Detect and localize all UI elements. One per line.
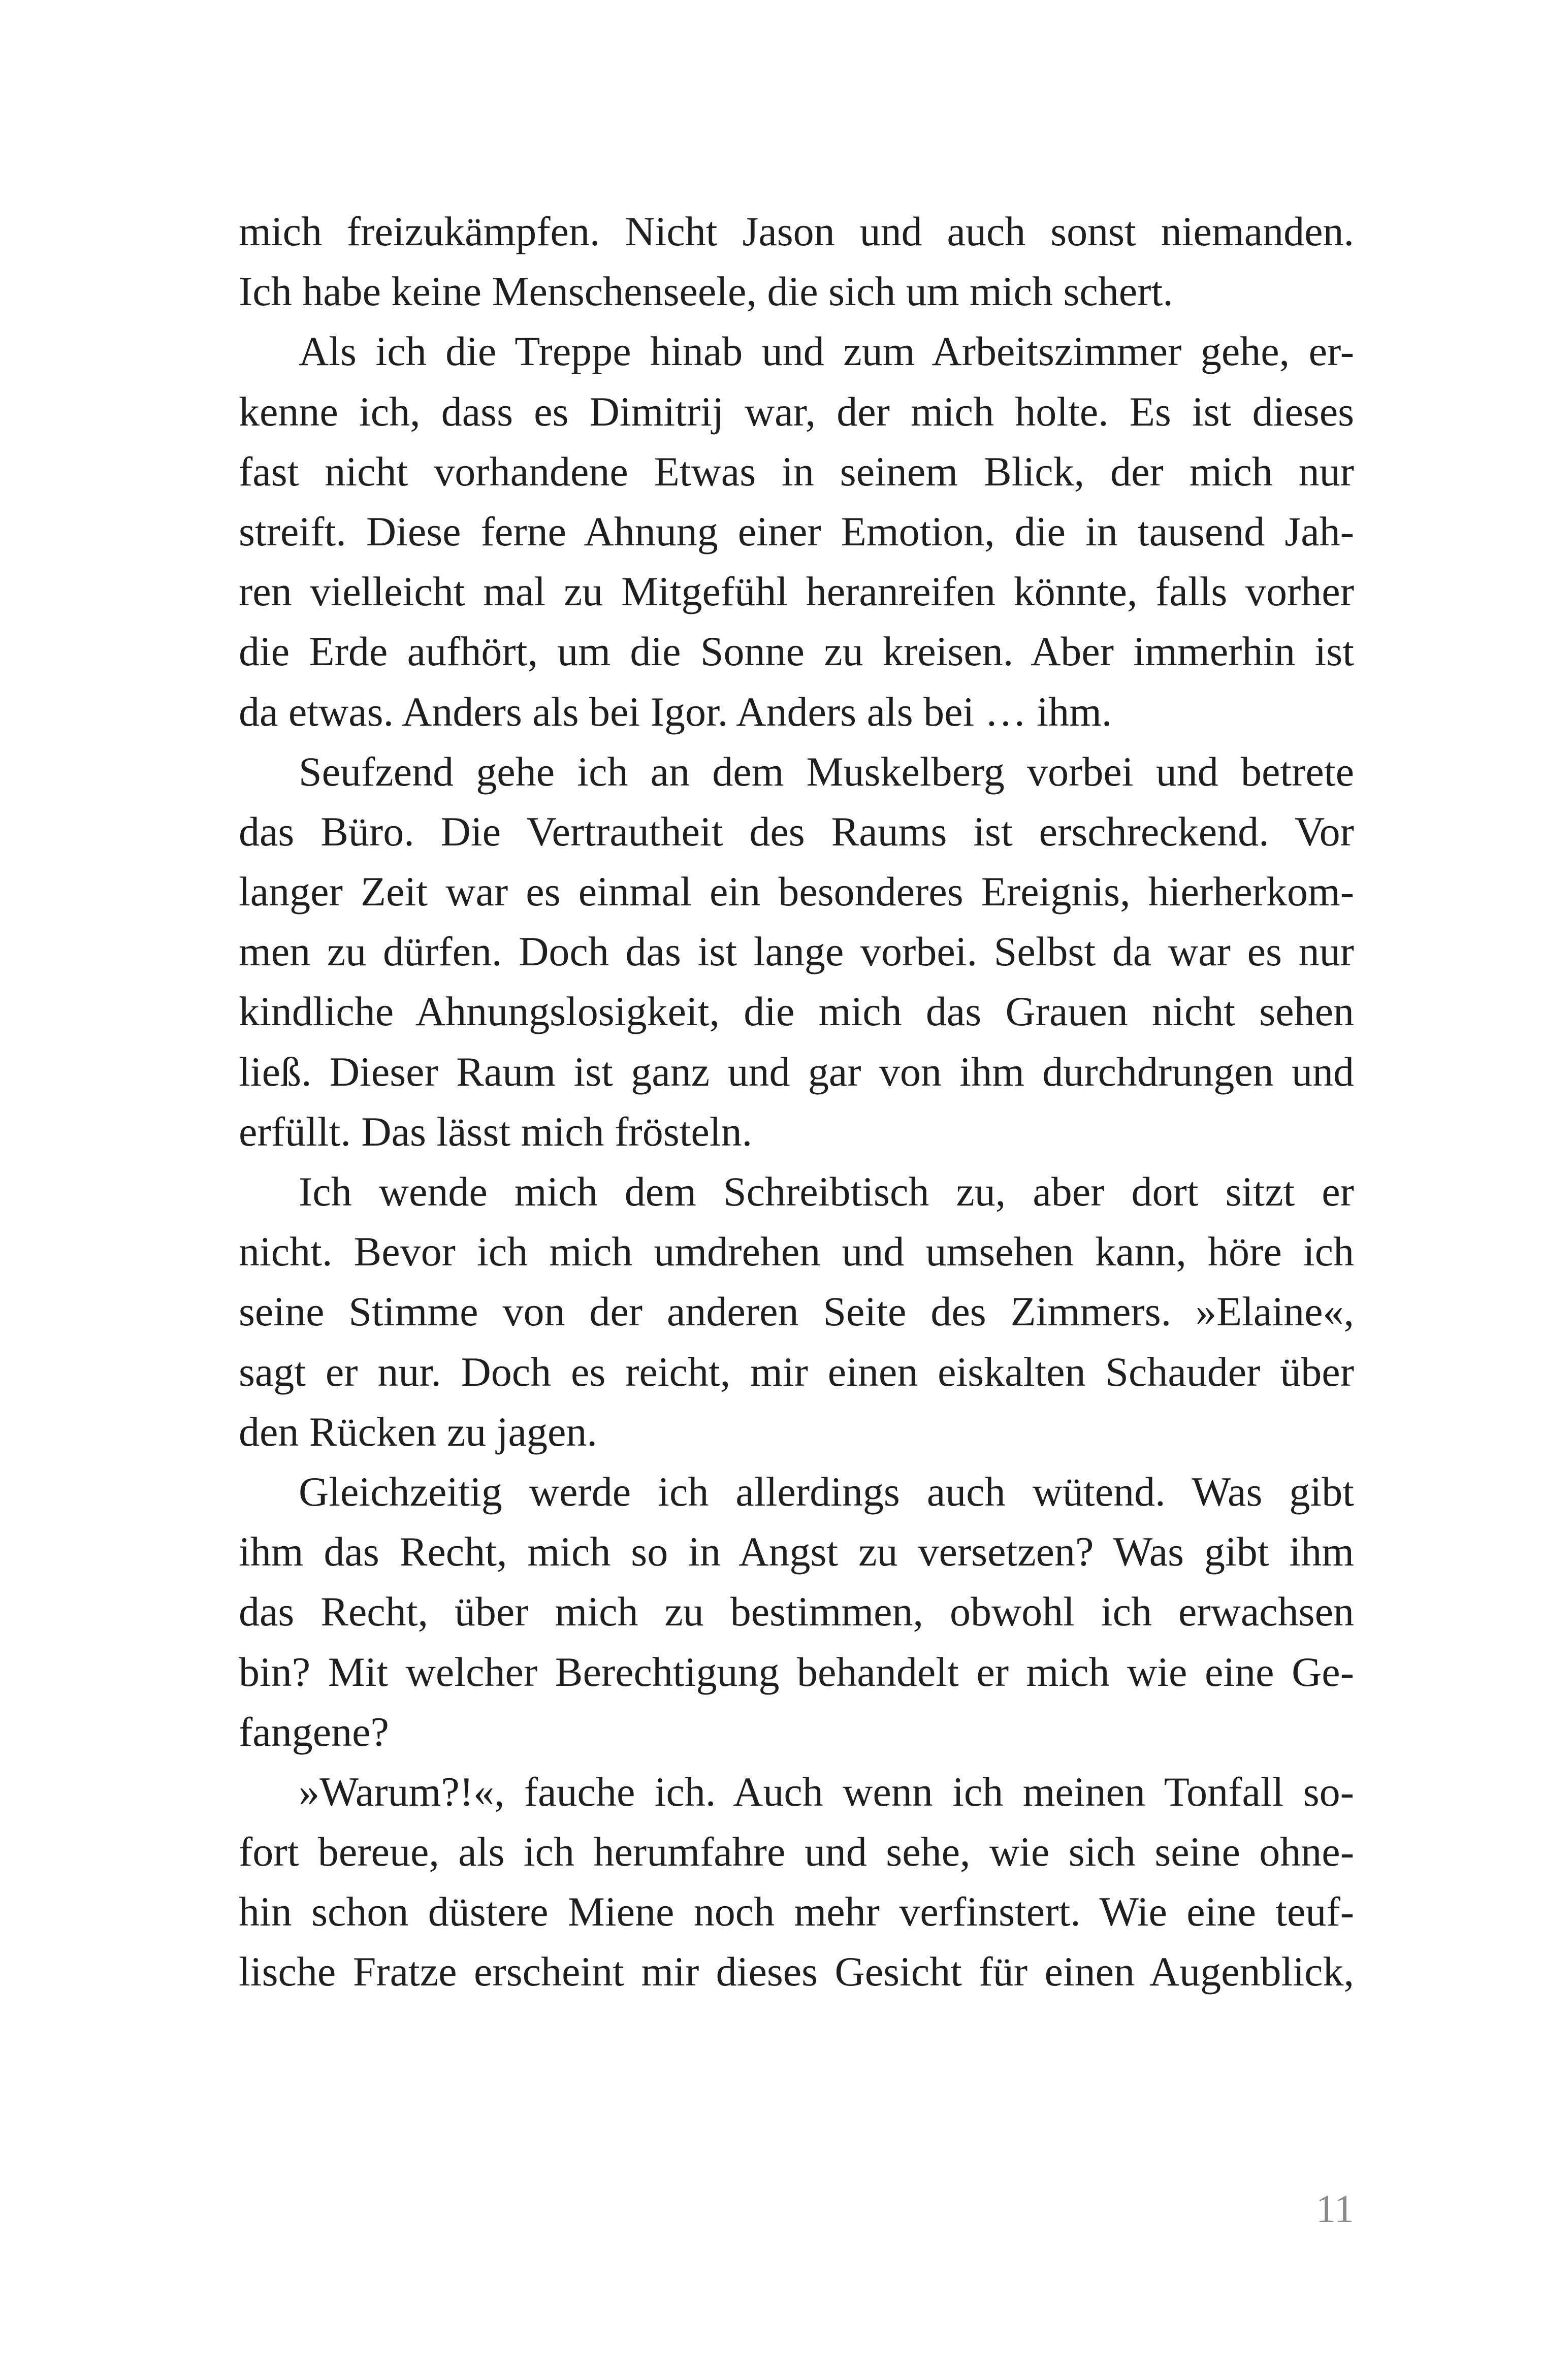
text-line: mich freizukämpfen. Nicht Jason und auch sonst niemanden.	[239, 208, 1354, 254]
text-line: seine Stimme von der anderen Seite des Zimmers. »Elaine«,	[239, 1288, 1354, 1335]
text-line: men zu dürfen. Doch das ist lange vorbei. Selbst da war es nur	[239, 928, 1354, 975]
text-line: ren vielleicht mal zu Mitgefühl heranreifen könnte, falls vorher	[239, 568, 1354, 615]
text-line: das Büro. Die Vertrautheit des Raums ist erschreckend. Vor	[239, 808, 1354, 855]
text-line: Ich wende mich dem Schreibtisch zu, aber dort sitzt er	[299, 1168, 1354, 1215]
text-line: Seufzend gehe ich an dem Muskelberg vorbei und betrete	[299, 748, 1354, 795]
text-line: Gleichzeitig werde ich allerdings auch wütend. Was gibt	[299, 1468, 1354, 1515]
text-line: ihm das Recht, mich so in Angst zu versetzen? Was gibt ihm	[239, 1528, 1354, 1575]
text-line: sagt er nur. Doch es reicht, mir einen eiskalten Schauder über	[239, 1348, 1354, 1395]
text-line: hin schon düstere Miene noch mehr verfinstert. Wie eine teuf-	[239, 1888, 1354, 1935]
text-line: kenne ich, dass es Dimitrij war, der mich holte. Es ist dieses	[239, 388, 1354, 435]
text-line: nicht. Bevor ich mich umdrehen und umsehen kann, höre ich	[239, 1228, 1354, 1275]
text-line: ließ. Dieser Raum ist ganz und gar von ihm durchdrungen und	[239, 1048, 1354, 1095]
text-line: lische Fratze erscheint mir dieses Gesicht für einen Augenblick,	[239, 1948, 1354, 1995]
body-text	[239, 202, 1354, 2002]
text-line: das Recht, über mich zu bestimmen, obwohl ich erwachsen	[239, 1588, 1354, 1635]
text-line: »Warum?!«, fauche ich. Auch wenn ich meinen Tonfall so-	[299, 1768, 1354, 1815]
page-number: 11	[1315, 2187, 1354, 2231]
text-line: bin? Mit welcher Berechtigung behandelt er mich wie eine Ge-	[239, 1648, 1354, 1695]
text-line: den Rücken zu jagen.	[239, 1408, 597, 1455]
text-line: langer Zeit war es einmal ein besonderes Ereignis, hierherkom-	[239, 868, 1354, 915]
text-line: fort bereue, als ich herumfahre und sehe, wie sich seine ohne-	[239, 1829, 1354, 1875]
text-line: fast nicht vorhandene Etwas in seinem Blick, der mich nur	[239, 448, 1354, 495]
text-line: die Erde aufhört, um die Sonne zu kreisen. Aber immerhin ist	[239, 628, 1354, 675]
text-line: da etwas. Anders als bei Igor. Anders als bei … ihm.	[239, 688, 1112, 735]
text-line: fangene?	[239, 1708, 389, 1755]
text-line: kindliche Ahnungslosigkeit, die mich das Grauen nicht sehen	[239, 988, 1354, 1035]
text-line: Als ich die Treppe hinab und zum Arbeitszimmer gehe, er-	[299, 328, 1354, 375]
text-line: Ich habe keine Menschenseele, die sich um mich schert.	[239, 268, 1173, 315]
text-line: erfüllt. Das lässt mich frösteln.	[239, 1108, 753, 1155]
text-line: streift. Diese ferne Ahnung einer Emotion, die in tausend Jah-	[239, 508, 1354, 555]
